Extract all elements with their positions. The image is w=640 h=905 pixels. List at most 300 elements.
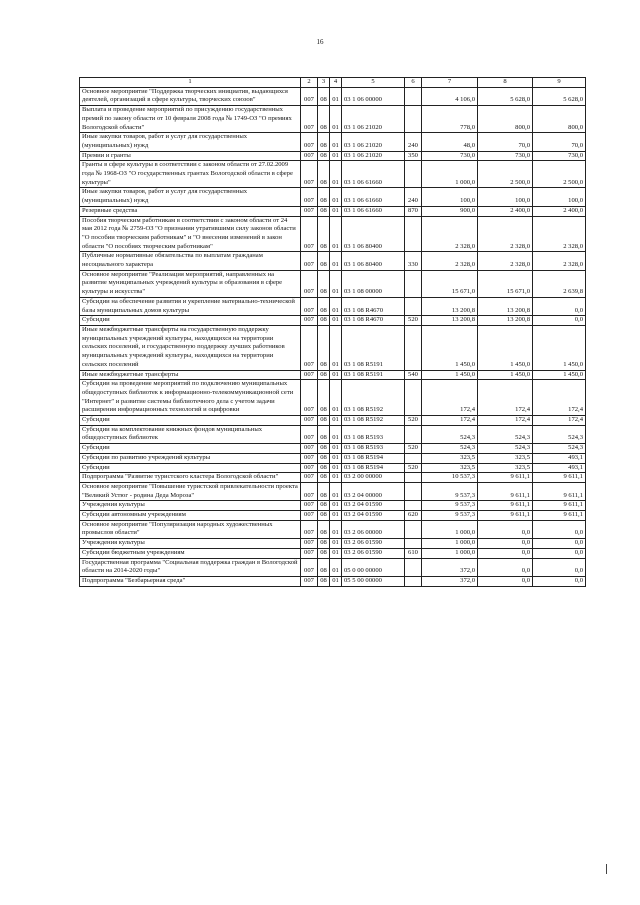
- cell-target-article: 03 1 08 R5193: [342, 444, 405, 454]
- cell-target-article: 03 2 06 01590: [342, 539, 405, 549]
- cell-target-article: 03 1 08 R5191: [342, 370, 405, 380]
- cell-expense-type: [405, 87, 422, 105]
- cell-section: 08: [318, 325, 330, 370]
- cell-target-article: 03 1 08 R5194: [342, 453, 405, 463]
- cell-section: 08: [318, 188, 330, 206]
- cell-amount-col9: 9 611,1: [533, 511, 586, 521]
- cell-section: 08: [318, 316, 330, 326]
- cell-ministry: 007: [301, 576, 318, 586]
- cell-amount-col9: 0,0: [533, 576, 586, 586]
- cell-amount-col7: 9 537,3: [422, 511, 478, 521]
- cell-expense-type: [405, 501, 422, 511]
- cell-target-article: 03 1 06 21020: [342, 151, 405, 161]
- cell-ministry: 007: [301, 501, 318, 511]
- cell-amount-col7: 1 000,0: [422, 548, 478, 558]
- cell-amount-col7: 2 328,0: [422, 216, 478, 252]
- cell-amount-col7: 9 537,3: [422, 482, 478, 500]
- cell-amount-col9: 0,0: [533, 316, 586, 326]
- cell-ministry: 007: [301, 444, 318, 454]
- cell-subsection: 01: [330, 270, 342, 297]
- cell-expense-type: [405, 161, 422, 188]
- cell-amount-col9: 172,4: [533, 416, 586, 426]
- cell-amount-col7: 524,3: [422, 444, 478, 454]
- row-name: Иные закупки товаров, работ и услуг для государственных (муниципальных) нужд: [80, 133, 301, 151]
- row-name: Публичные нормативные обязательства по выплатам гражданам несоциального характера: [80, 252, 301, 270]
- cell-ministry: 007: [301, 473, 318, 483]
- cell-amount-col8: 9 611,1: [478, 482, 533, 500]
- cell-section: 08: [318, 370, 330, 380]
- cell-subsection: 01: [330, 520, 342, 538]
- row-name: Субсидии: [80, 416, 301, 426]
- cell-ministry: 007: [301, 252, 318, 270]
- cell-ministry: 007: [301, 133, 318, 151]
- cell-amount-col7: 524,3: [422, 425, 478, 443]
- cell-section: 08: [318, 380, 330, 416]
- cell-amount-col9: 0,0: [533, 297, 586, 315]
- cell-amount-col7: 10 537,3: [422, 473, 478, 483]
- cell-target-article: 03 1 08 R5192: [342, 416, 405, 426]
- cell-section: 08: [318, 161, 330, 188]
- cell-subsection: 01: [330, 380, 342, 416]
- cell-subsection: 01: [330, 188, 342, 206]
- cell-amount-col9: 730,0: [533, 151, 586, 161]
- cell-amount-col9: 0,0: [533, 539, 586, 549]
- edge-mark: [606, 864, 609, 874]
- row-name: Субсидии: [80, 463, 301, 473]
- header-row: [80, 78, 586, 88]
- cell-subsection: 01: [330, 473, 342, 483]
- cell-expense-type: 520: [405, 416, 422, 426]
- table-row: [80, 106, 586, 133]
- row-name: Резервные средства: [80, 206, 301, 216]
- cell-expense-type: [405, 558, 422, 576]
- cell-amount-col9: 2 400,0: [533, 206, 586, 216]
- cell-amount-col7: 13 200,8: [422, 297, 478, 315]
- cell-expense-type: [405, 482, 422, 500]
- cell-subsection: 01: [330, 558, 342, 576]
- row-name: Субсидии по развитию учреждений культуры: [80, 453, 301, 463]
- row-name: Государственная программа "Социальная поддержка граждан в Вологодской области на 2014-2020 годы": [80, 558, 301, 576]
- cell-section: 08: [318, 206, 330, 216]
- cell-target-article: 03 1 08 R5194: [342, 463, 405, 473]
- cell-expense-type: [405, 539, 422, 549]
- cell-amount-col8: 13 200,8: [478, 297, 533, 315]
- cell-amount-col9: 0,0: [533, 558, 586, 576]
- cell-amount-col8: 9 611,1: [478, 511, 533, 521]
- cell-ministry: 007: [301, 482, 318, 500]
- table-row: [80, 548, 586, 558]
- cell-amount-col8: 0,0: [478, 576, 533, 586]
- cell-expense-type: [405, 216, 422, 252]
- cell-amount-col8: 0,0: [478, 548, 533, 558]
- cell-ministry: 007: [301, 270, 318, 297]
- cell-amount-col9: 2 500,0: [533, 161, 586, 188]
- cell-amount-col9: 70,0: [533, 133, 586, 151]
- cell-amount-col7: 15 671,0: [422, 270, 478, 297]
- cell-amount-col8: 70,0: [478, 133, 533, 151]
- cell-subsection: 01: [330, 511, 342, 521]
- cell-amount-col8: 100,0: [478, 188, 533, 206]
- table-row: [80, 444, 586, 454]
- page-number: 16: [316, 38, 324, 46]
- column-header: 2: [301, 78, 318, 88]
- cell-ministry: 007: [301, 216, 318, 252]
- cell-target-article: 05 0 00 00000: [342, 558, 405, 576]
- row-name: Учреждения культуры: [80, 539, 301, 549]
- table-row: [80, 87, 586, 105]
- cell-amount-col8: 172,4: [478, 416, 533, 426]
- cell-subsection: 01: [330, 216, 342, 252]
- cell-target-article: 03 1 06 61660: [342, 188, 405, 206]
- table-row: [80, 270, 586, 297]
- row-name: Основное мероприятие "Поддержка творческих инициатив, выдающихся деятелей, организаций в сфере культуры, творческих союзов": [80, 87, 301, 105]
- cell-section: 08: [318, 252, 330, 270]
- cell-section: 08: [318, 106, 330, 133]
- cell-target-article: 03 2 04 00000: [342, 482, 405, 500]
- cell-amount-col7: 48,0: [422, 133, 478, 151]
- cell-subsection: 01: [330, 482, 342, 500]
- row-name: Премии и гранты: [80, 151, 301, 161]
- cell-ministry: 007: [301, 106, 318, 133]
- cell-target-article: 03 1 08 R4670: [342, 316, 405, 326]
- cell-amount-col9: 2 328,0: [533, 216, 586, 252]
- cell-ministry: 007: [301, 425, 318, 443]
- cell-target-article: 05 5 00 00000: [342, 576, 405, 586]
- cell-amount-col9: 9 611,1: [533, 482, 586, 500]
- cell-expense-type: [405, 576, 422, 586]
- cell-amount-col9: 1 450,0: [533, 325, 586, 370]
- table-row: [80, 151, 586, 161]
- cell-expense-type: 540: [405, 370, 422, 380]
- cell-amount-col7: 100,0: [422, 188, 478, 206]
- table-row: [80, 370, 586, 380]
- row-name: Субсидии бюджетным учреждениям: [80, 548, 301, 558]
- cell-subsection: 01: [330, 548, 342, 558]
- cell-amount-col7: 730,0: [422, 151, 478, 161]
- cell-target-article: 03 2 00 00000: [342, 473, 405, 483]
- row-name: Иные межбюджетные трансферты: [80, 370, 301, 380]
- cell-subsection: 01: [330, 463, 342, 473]
- row-name: Иные межбюджетные трансферты на государственную поддержку муниципальных учреждений культуры, находящихся на территории сельских поселений, и государственную поддержку лучших работников муниципальных учреждений культуры, находящихся на территории сельских поселений: [80, 325, 301, 370]
- cell-section: 08: [318, 501, 330, 511]
- row-name: Основное мероприятие "Реализация мероприятий, направленных на развитие муниципальных учреждений культуры и образования в сфере культуры и искусства": [80, 270, 301, 297]
- cell-section: 08: [318, 520, 330, 538]
- table-row: [80, 425, 586, 443]
- cell-ministry: 007: [301, 380, 318, 416]
- cell-expense-type: 520: [405, 316, 422, 326]
- cell-ministry: 007: [301, 520, 318, 538]
- cell-expense-type: 240: [405, 133, 422, 151]
- table-row: [80, 380, 586, 416]
- cell-target-article: 03 1 08 00000: [342, 270, 405, 297]
- table-row: [80, 463, 586, 473]
- cell-expense-type: [405, 380, 422, 416]
- cell-amount-col7: 778,0: [422, 106, 478, 133]
- cell-target-article: 03 1 06 80400: [342, 216, 405, 252]
- table-row: [80, 473, 586, 483]
- cell-amount-col8: 0,0: [478, 539, 533, 549]
- cell-subsection: 01: [330, 297, 342, 315]
- cell-amount-col9: 493,1: [533, 453, 586, 463]
- column-header: 8: [478, 78, 533, 88]
- cell-amount-col9: 100,0: [533, 188, 586, 206]
- table-row: [80, 216, 586, 252]
- cell-section: 08: [318, 425, 330, 443]
- cell-target-article: 03 1 06 80400: [342, 252, 405, 270]
- cell-target-article: 03 1 06 00000: [342, 87, 405, 105]
- table-row: [80, 206, 586, 216]
- cell-section: 08: [318, 444, 330, 454]
- table-row: [80, 133, 586, 151]
- table-row: [80, 416, 586, 426]
- cell-expense-type: 240: [405, 188, 422, 206]
- cell-target-article: 03 2 06 00000: [342, 520, 405, 538]
- cell-subsection: 01: [330, 453, 342, 463]
- row-name: Основное мероприятие "Повышение туристской привлекательности проекта "Великий Устюг - родина Деда Мороза": [80, 482, 301, 500]
- table-row: [80, 325, 586, 370]
- column-header: 6: [405, 78, 422, 88]
- cell-amount-col7: 323,5: [422, 463, 478, 473]
- cell-amount-col7: 172,4: [422, 380, 478, 416]
- cell-amount-col9: 5 628,0: [533, 87, 586, 105]
- cell-amount-col8: 2 400,0: [478, 206, 533, 216]
- cell-expense-type: 520: [405, 463, 422, 473]
- cell-subsection: 01: [330, 87, 342, 105]
- table-row: [80, 520, 586, 538]
- cell-amount-col8: 2 328,0: [478, 216, 533, 252]
- column-header: 3: [318, 78, 330, 88]
- cell-target-article: 03 1 08 R5193: [342, 425, 405, 443]
- table-row: [80, 511, 586, 521]
- cell-amount-col8: 524,3: [478, 425, 533, 443]
- cell-ministry: 007: [301, 188, 318, 206]
- cell-subsection: 01: [330, 539, 342, 549]
- cell-amount-col8: 1 450,0: [478, 370, 533, 380]
- cell-section: 08: [318, 453, 330, 463]
- cell-target-article: 03 1 06 21020: [342, 106, 405, 133]
- cell-subsection: 01: [330, 416, 342, 426]
- cell-amount-col9: 524,3: [533, 425, 586, 443]
- table-row: [80, 188, 586, 206]
- cell-subsection: 01: [330, 425, 342, 443]
- cell-amount-col8: 1 450,0: [478, 325, 533, 370]
- row-name: Субсидии автономным учреждениям: [80, 511, 301, 521]
- row-name: Подпрограмма "Развитие туристского кластера Вологодской области": [80, 473, 301, 483]
- cell-amount-col8: 800,0: [478, 106, 533, 133]
- cell-target-article: 03 1 06 61660: [342, 206, 405, 216]
- column-header: 1: [80, 78, 301, 88]
- cell-subsection: 01: [330, 501, 342, 511]
- cell-amount-col8: 9 611,1: [478, 501, 533, 511]
- cell-amount-col7: 1 000,0: [422, 520, 478, 538]
- table-row: [80, 316, 586, 326]
- cell-amount-col9: 0,0: [533, 548, 586, 558]
- cell-target-article: 03 2 04 01590: [342, 511, 405, 521]
- cell-subsection: 01: [330, 151, 342, 161]
- cell-amount-col7: 1 450,0: [422, 370, 478, 380]
- cell-section: 08: [318, 463, 330, 473]
- cell-ministry: 007: [301, 558, 318, 576]
- row-name: Иные закупки товаров, работ и услуг для государственных (муниципальных) нужд: [80, 188, 301, 206]
- cell-amount-col9: 524,3: [533, 444, 586, 454]
- cell-amount-col9: 1 450,0: [533, 370, 586, 380]
- cell-section: 08: [318, 270, 330, 297]
- cell-subsection: 01: [330, 316, 342, 326]
- cell-section: 08: [318, 297, 330, 315]
- cell-ministry: 007: [301, 206, 318, 216]
- cell-target-article: 03 1 08 R5192: [342, 380, 405, 416]
- cell-amount-col8: 13 200,8: [478, 316, 533, 326]
- table-row: [80, 558, 586, 576]
- table-row: [80, 576, 586, 586]
- cell-amount-col9: 0,0: [533, 520, 586, 538]
- cell-section: 08: [318, 539, 330, 549]
- cell-amount-col7: 372,0: [422, 558, 478, 576]
- cell-section: 08: [318, 511, 330, 521]
- cell-section: 08: [318, 482, 330, 500]
- row-name: Учреждения культуры: [80, 501, 301, 511]
- cell-amount-col7: 323,5: [422, 453, 478, 463]
- cell-target-article: 03 1 08 R4670: [342, 297, 405, 315]
- cell-subsection: 01: [330, 325, 342, 370]
- cell-section: 08: [318, 416, 330, 426]
- cell-target-article: 03 1 08 R5191: [342, 325, 405, 370]
- cell-amount-col8: 524,3: [478, 444, 533, 454]
- cell-expense-type: [405, 425, 422, 443]
- table-row: [80, 539, 586, 549]
- cell-amount-col9: 9 611,1: [533, 473, 586, 483]
- row-name: Субсидии на комплектование книжных фондов муниципальных общедоступных библиотек: [80, 425, 301, 443]
- cell-section: 08: [318, 473, 330, 483]
- cell-ministry: 007: [301, 416, 318, 426]
- cell-amount-col7: 13 200,8: [422, 316, 478, 326]
- cell-section: 08: [318, 558, 330, 576]
- cell-subsection: 01: [330, 106, 342, 133]
- row-name: Пособия творческим работникам в соответствии с законом области от 24 мая 2012 года № 2759-ОЗ "О признании утратившими силу законов области "О пособии творческим работникам" и "О внесении изменений в закон области "О пособиях творческим работникам": [80, 216, 301, 252]
- cell-amount-col7: 9 537,3: [422, 501, 478, 511]
- cell-ministry: 007: [301, 453, 318, 463]
- table-row: [80, 252, 586, 270]
- cell-section: 08: [318, 133, 330, 151]
- cell-section: 08: [318, 576, 330, 586]
- cell-subsection: 01: [330, 161, 342, 188]
- cell-target-article: 03 2 06 01590: [342, 548, 405, 558]
- cell-amount-col8: 9 611,1: [478, 473, 533, 483]
- cell-target-article: 03 1 06 61660: [342, 161, 405, 188]
- cell-amount-col8: 2 328,0: [478, 252, 533, 270]
- table-body: [80, 78, 586, 587]
- cell-section: 08: [318, 216, 330, 252]
- cell-amount-col8: 323,5: [478, 453, 533, 463]
- cell-expense-type: [405, 473, 422, 483]
- cell-amount-col8: 730,0: [478, 151, 533, 161]
- cell-ministry: 007: [301, 463, 318, 473]
- table-row: [80, 297, 586, 315]
- cell-amount-col7: 1 450,0: [422, 325, 478, 370]
- column-header: 7: [422, 78, 478, 88]
- row-name: Основное мероприятие "Популяризация народных художественных промыслов области": [80, 520, 301, 538]
- cell-expense-type: [405, 297, 422, 315]
- cell-section: 08: [318, 87, 330, 105]
- cell-ministry: 007: [301, 511, 318, 521]
- row-name: Выплата и проведение мероприятий по присуждению государственных премий по закону области от 10 февраля 2008 года № 1749-ОЗ "О премиях Вологодской области": [80, 106, 301, 133]
- cell-subsection: 01: [330, 206, 342, 216]
- table-row: [80, 501, 586, 511]
- cell-expense-type: [405, 520, 422, 538]
- cell-ministry: 007: [301, 297, 318, 315]
- row-name: Подпрограмма "Безбарьерная среда": [80, 576, 301, 586]
- cell-amount-col8: 15 671,0: [478, 270, 533, 297]
- row-name: Субсидии: [80, 444, 301, 454]
- row-name: Субсидии на проведение мероприятий по подключению муниципальных общедоступных библиотек к информационно-телекоммуникационной сети "Интернет" и развитие системы библиотечного дела с учетом задачи расширения информационных технологий и оцифровки: [80, 380, 301, 416]
- cell-expense-type: [405, 453, 422, 463]
- cell-subsection: 01: [330, 133, 342, 151]
- table-row: [80, 453, 586, 463]
- cell-amount-col7: 172,4: [422, 416, 478, 426]
- cell-expense-type: 870: [405, 206, 422, 216]
- cell-expense-type: 350: [405, 151, 422, 161]
- cell-amount-col8: 5 628,0: [478, 87, 533, 105]
- cell-ministry: 007: [301, 151, 318, 161]
- cell-amount-col7: 1 000,0: [422, 539, 478, 549]
- cell-amount-col8: 0,0: [478, 558, 533, 576]
- cell-subsection: 01: [330, 370, 342, 380]
- row-name: Субсидии на обеспечение развития и укрепление материально-технической базы муниципальных домов культуры: [80, 297, 301, 315]
- cell-section: 08: [318, 548, 330, 558]
- table-row: [80, 482, 586, 500]
- cell-amount-col9: 800,0: [533, 106, 586, 133]
- budget-table: [79, 77, 586, 587]
- cell-ministry: 007: [301, 87, 318, 105]
- row-name: Гранты в сфере культуры в соответствии с законом области от 27.02.2009 года № 1968-ОЗ "О государственных грантах Вологодской области в сфере культуры": [80, 161, 301, 188]
- cell-amount-col8: 172,4: [478, 380, 533, 416]
- cell-ministry: 007: [301, 316, 318, 326]
- cell-amount-col7: 900,0: [422, 206, 478, 216]
- cell-target-article: 03 2 04 01590: [342, 501, 405, 511]
- cell-ministry: 007: [301, 325, 318, 370]
- cell-section: 08: [318, 151, 330, 161]
- cell-expense-type: [405, 270, 422, 297]
- table-row: [80, 161, 586, 188]
- cell-ministry: 007: [301, 370, 318, 380]
- cell-ministry: 007: [301, 548, 318, 558]
- cell-target-article: 03 1 06 21020: [342, 133, 405, 151]
- cell-amount-col8: 323,5: [478, 463, 533, 473]
- cell-expense-type: 520: [405, 444, 422, 454]
- budget-table-container: [79, 77, 586, 587]
- cell-amount-col9: 172,4: [533, 380, 586, 416]
- cell-amount-col9: 2 328,0: [533, 252, 586, 270]
- cell-ministry: 007: [301, 539, 318, 549]
- cell-expense-type: [405, 106, 422, 133]
- cell-subsection: 01: [330, 252, 342, 270]
- cell-amount-col7: 2 328,0: [422, 252, 478, 270]
- cell-amount-col8: 2 500,0: [478, 161, 533, 188]
- cell-ministry: 007: [301, 161, 318, 188]
- cell-amount-col9: 9 611,1: [533, 501, 586, 511]
- cell-expense-type: 620: [405, 511, 422, 521]
- column-header: 9: [533, 78, 586, 88]
- row-name: Субсидии: [80, 316, 301, 326]
- cell-amount-col9: 493,1: [533, 463, 586, 473]
- column-header: 5: [342, 78, 405, 88]
- cell-subsection: 01: [330, 576, 342, 586]
- cell-amount-col7: 4 106,0: [422, 87, 478, 105]
- cell-expense-type: 330: [405, 252, 422, 270]
- column-header: 4: [330, 78, 342, 88]
- cell-amount-col7: 372,0: [422, 576, 478, 586]
- cell-expense-type: [405, 325, 422, 370]
